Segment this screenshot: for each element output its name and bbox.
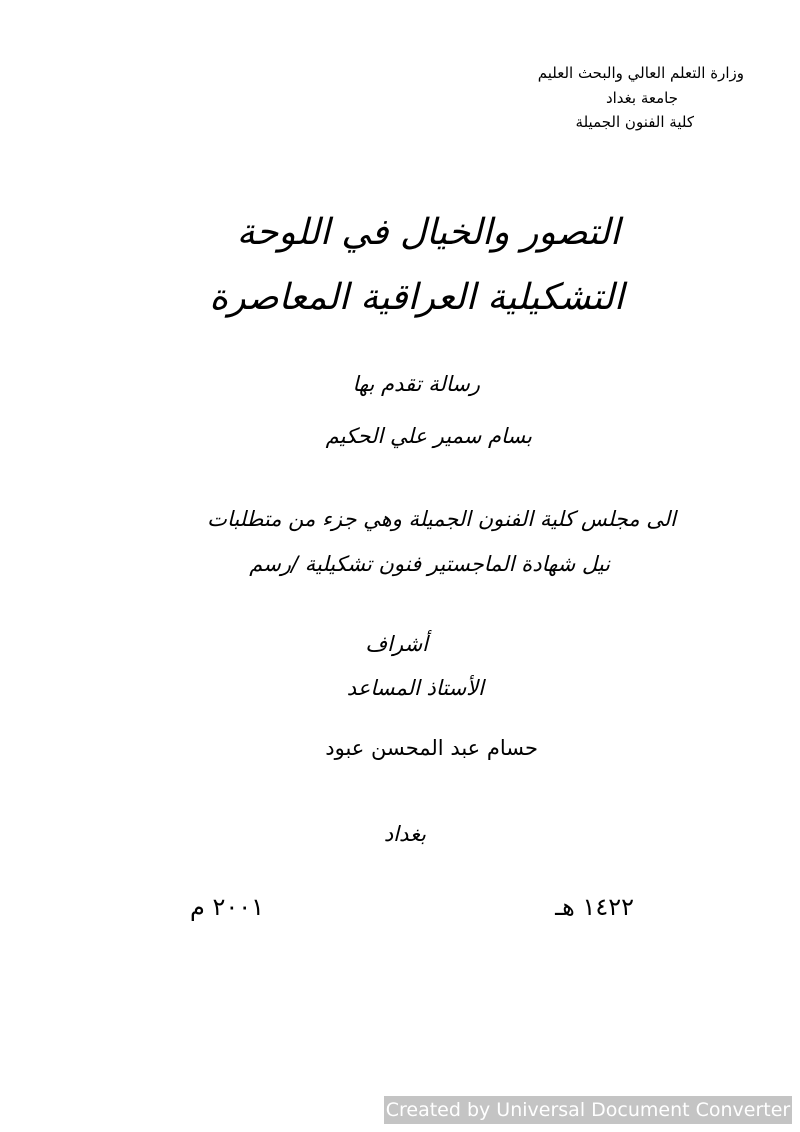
header-university: جامعة بغداد	[605, 89, 678, 107]
place: بغداد	[383, 822, 426, 846]
thesis-title-line1: التصور والخيال في اللوحة	[236, 212, 620, 253]
submitted-by-label: رسالة تقدم بها	[352, 372, 480, 396]
supervision-label: أشراف	[365, 632, 428, 656]
purpose-line2: نيل شهادة الماجستير فنون تشكيلية /رسم	[249, 552, 610, 576]
watermark-banner: Created by Universal Document Converter	[384, 1096, 792, 1124]
thesis-title-line2: التشكيلية العراقية المعاصرة	[209, 277, 624, 318]
author-name: بسام سمير علي الحكيم	[325, 424, 532, 448]
header-ministry: وزارة التعلم العالي والبحث العليم	[537, 64, 744, 82]
header-college: كلية الفنون الجميلة	[575, 113, 694, 131]
date-hijri: ١٤٢٢ هـ	[555, 893, 634, 921]
supervisor-name: حسام عبد المحسن عبود	[325, 736, 538, 760]
purpose-line1: الى مجلس كلية الفنون الجميلة وهي جزء من متطلبات	[207, 507, 676, 531]
date-gregorian: ٢٠٠١ م	[189, 893, 264, 921]
supervisor-rank: الأستاذ المساعد	[346, 676, 484, 700]
